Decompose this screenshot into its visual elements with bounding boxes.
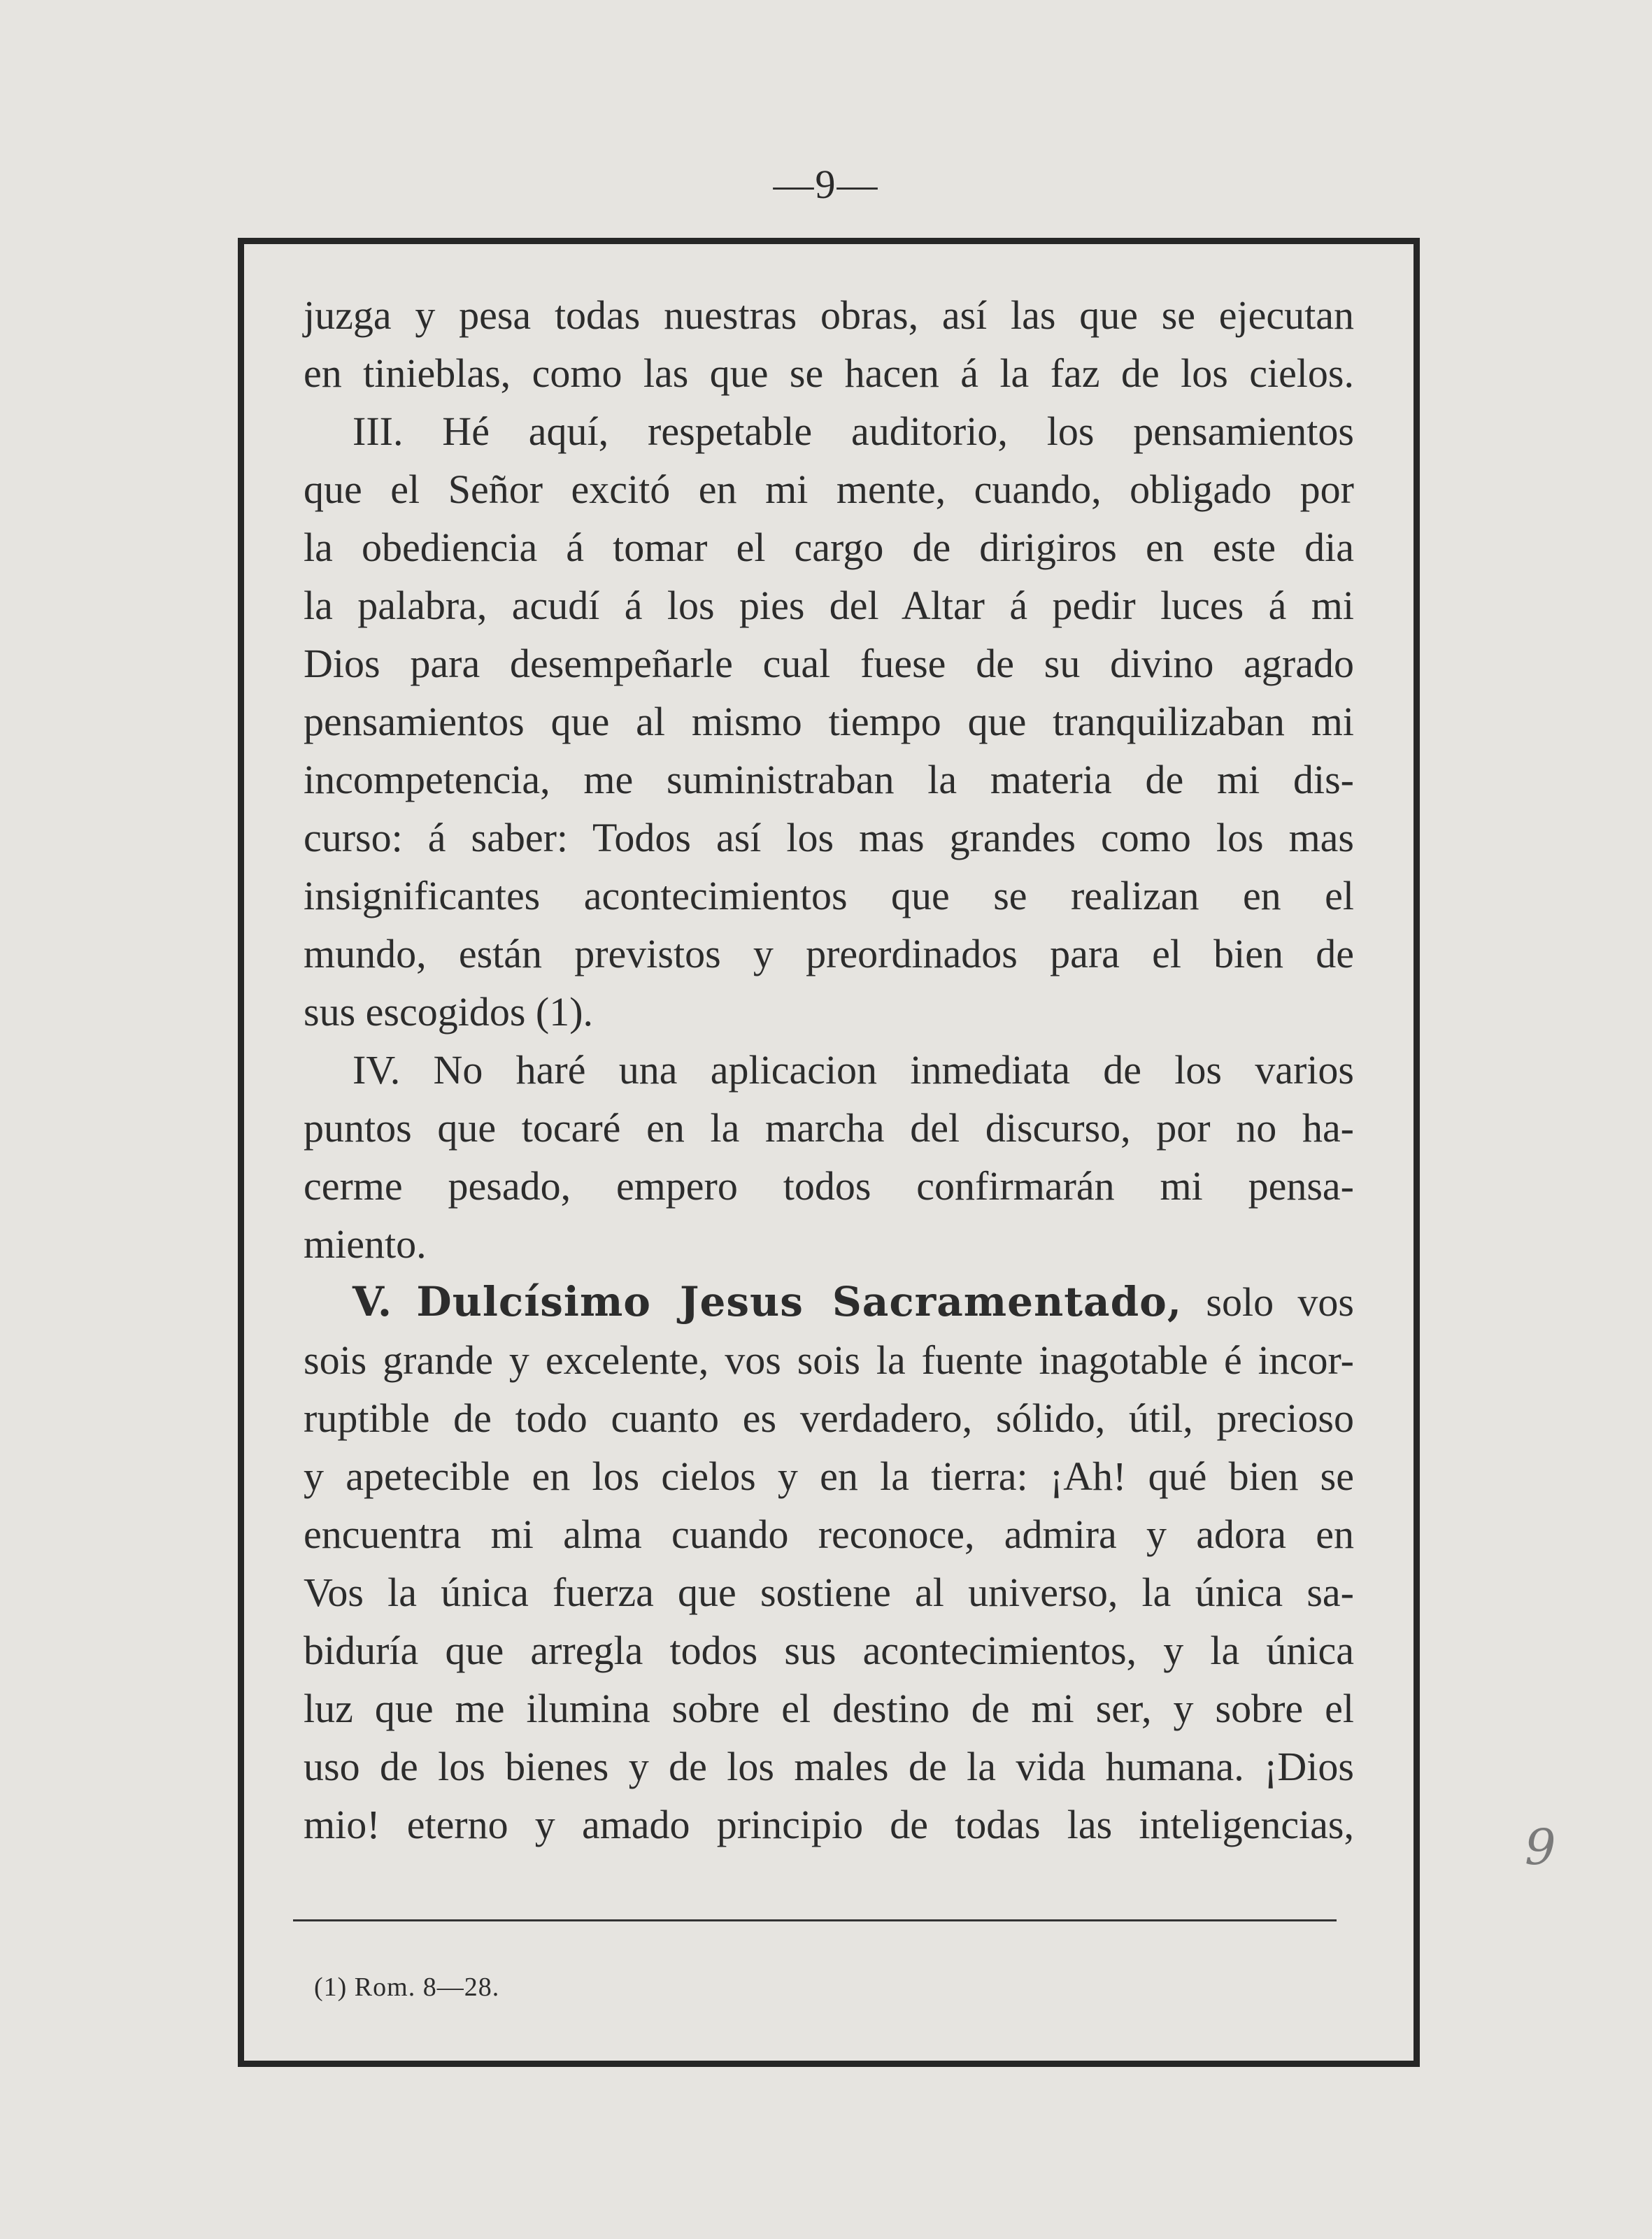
- footnote-rule: [293, 1919, 1337, 1921]
- text-line: mio! eterno y amado principio de todas las inteligencias,: [304, 1802, 1354, 1847]
- text-line: sois grande y excelente, vos sois la fuente inagotable é incor-: [304, 1337, 1354, 1383]
- page-number: —9—: [773, 162, 879, 207]
- text-line: mundo, están previstos y preordinados para el bien de: [304, 931, 1354, 976]
- text-fragment: solo vos: [1206, 1279, 1355, 1325]
- paragraph-numeral: V.: [353, 1278, 393, 1325]
- body-text: [304, 286, 1354, 1854]
- text-line: uso de los bienes y de los males de la vida humana. ¡Dios: [304, 1744, 1354, 1789]
- text-line: pensamientos que al mismo tiempo que tranquilizaban mi: [304, 699, 1354, 744]
- invocation-heading: Dulcísimo Jesus Sacramentado,: [416, 1278, 1183, 1325]
- text-line: que el Señor excitó en mi mente, cuando, obligado por: [304, 467, 1354, 512]
- text-line: cerme pesado, empero todos confirmarán mi pensa-: [304, 1163, 1354, 1209]
- text-line: sus escogidos (1).: [304, 989, 594, 1035]
- text-line: la palabra, acudí á los pies del Altar á pedir luces á mi: [304, 583, 1354, 628]
- text-line: la obediencia á tomar el cargo de dirigiros en este dia: [304, 525, 1354, 570]
- text-line: curso: á saber: Todos así los mas grandes como los mas: [304, 815, 1354, 860]
- text-line: en tinieblas, como las que se hacen á la faz de los cielos.: [304, 350, 1354, 396]
- paragraph-v-start: [304, 1273, 1354, 1331]
- text-line: juzga y pesa todas nuestras obras, así las que se ejecutan: [304, 292, 1354, 338]
- handwritten-margin-mark: 9: [1525, 1819, 1556, 1876]
- footnote: (1) Rom. 8—28.: [314, 1973, 500, 2002]
- text-line: insignificantes acontecimientos que se realizan en el: [304, 873, 1354, 918]
- text-frame: [238, 238, 1420, 2067]
- text-line: encuentra mi alma cuando reconoce, admira y adora en: [304, 1512, 1354, 1557]
- text-line: miento.: [304, 1221, 427, 1267]
- text-line: puntos que tocaré en la marcha del discurso, por no ha-: [304, 1105, 1354, 1151]
- text-line: Vos la única fuerza que sostiene al universo, la única sa-: [304, 1570, 1354, 1615]
- text-line: y apetecible en los cielos y en la tierra: ¡Ah! qué bien se: [304, 1453, 1354, 1499]
- paragraph-iv-start: IV. No haré una aplicacion inmediata de los varios: [353, 1047, 1354, 1093]
- text-line: Dios para desempeñarle cual fuese de su divino agrado: [304, 641, 1354, 686]
- paragraph-iii-start: III. Hé aquí, respetable auditorio, los pensamientos: [353, 408, 1354, 454]
- text-line: luz que me ilumina sobre el destino de mi ser, y sobre el: [304, 1686, 1354, 1731]
- text-line: biduría que arregla todos sus acontecimientos, y la única: [304, 1628, 1354, 1673]
- text-line: ruptible de todo cuanto es verdadero, sólido, útil, precioso: [304, 1395, 1354, 1441]
- text-line: incompetencia, me suministraban la materia de mi dis-: [304, 757, 1354, 802]
